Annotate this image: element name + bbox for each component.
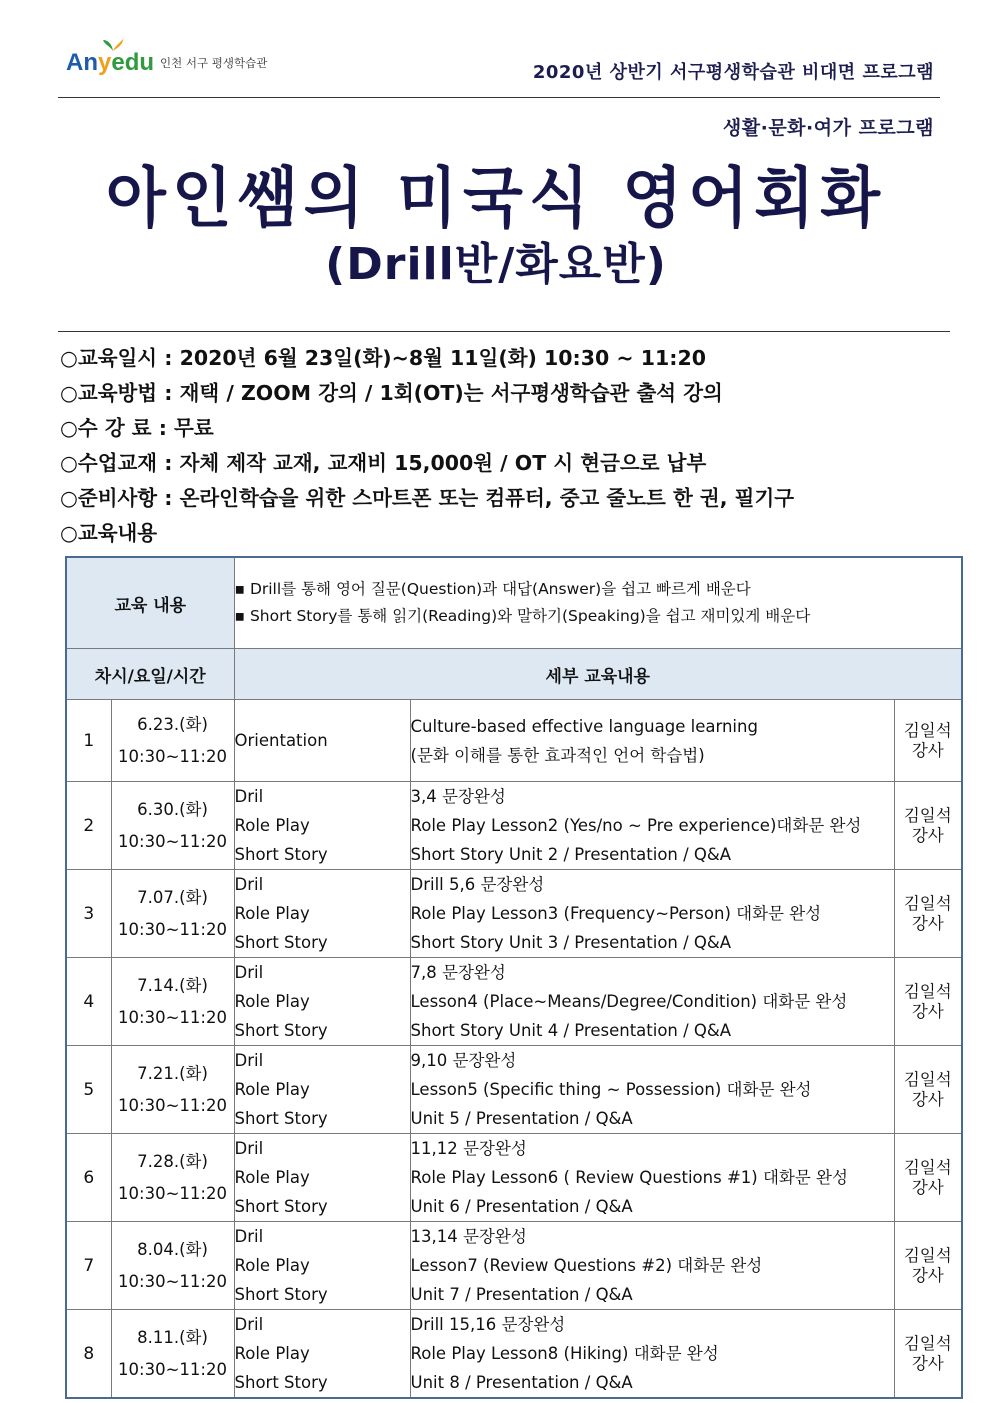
program-category: 생활·문화·여가 프로그램 <box>722 117 934 139</box>
leaf-icon <box>102 38 124 52</box>
category-item: Short Story <box>234 1021 328 1040</box>
session-details <box>410 958 894 1046</box>
schedule-table <box>65 556 963 1399</box>
instructor-line: 강사 <box>911 913 944 933</box>
instructor-line: 김일석 <box>903 1333 952 1353</box>
table-row <box>66 1046 962 1134</box>
detail-item: Unit 8 / Presentation / Q&A <box>410 1373 633 1392</box>
session-number: 4 <box>66 958 111 1046</box>
instructor <box>894 1310 962 1399</box>
instructor-line: 김일석 <box>903 1069 952 1089</box>
logo-part-3: edu <box>111 49 155 76</box>
session-details <box>410 782 894 870</box>
table-row <box>66 1222 962 1310</box>
intro-line: ▪ Short Story를 통해 읽기(Reading)와 말하기(Speaking)을 쉽고 재미있게 배운다 <box>234 607 811 625</box>
info-schedule: ○교육일시 : 2020년 6월 23일(화)~8월 11일(화) 10:30 ~ 11:20 <box>60 345 706 370</box>
session-datetime <box>111 700 234 782</box>
category-item: Role Play <box>234 904 310 923</box>
detail-item: Short Story Unit 4 / Presentation / Q&A <box>410 1021 732 1040</box>
instructor-line: 강사 <box>911 1177 944 1197</box>
column-header-session: 차시/요일/시간 <box>66 649 234 700</box>
category-item: Role Play <box>234 816 310 835</box>
instructor-line: 김일석 <box>903 981 952 1001</box>
instructor <box>894 1222 962 1310</box>
session-time: 10:30~11:20 <box>118 831 227 851</box>
detail-item: Drill 5,6 문장완성 <box>410 875 545 894</box>
instructor-line: 김일석 <box>903 720 952 740</box>
table-body <box>66 700 962 1399</box>
intro-line: ▪ Drill를 통해 영어 질문(Question)과 대답(Answer)을 쉽고 빠르게 배운다 <box>234 580 751 598</box>
category-item: Short Story <box>234 1109 328 1128</box>
session-datetime <box>111 782 234 870</box>
category-item: Dril <box>234 963 264 982</box>
session-number: 2 <box>66 782 111 870</box>
detail-item: Unit 6 / Presentation / Q&A <box>410 1197 633 1216</box>
category-item: Dril <box>234 875 264 894</box>
category-item: Short Story <box>234 1373 328 1392</box>
session-number: 7 <box>66 1222 111 1310</box>
session-categories <box>234 782 410 870</box>
session-datetime <box>111 1046 234 1134</box>
detail-item: Unit 7 / Presentation / Q&A <box>410 1285 633 1304</box>
category-item: Dril <box>234 1051 264 1070</box>
header-row <box>66 649 962 700</box>
instructor-line: 강사 <box>911 1353 944 1373</box>
category-item: Role Play <box>234 1168 310 1187</box>
session-number: 1 <box>66 700 111 782</box>
session-categories <box>234 1222 410 1310</box>
session-datetime <box>111 1310 234 1399</box>
intro-row <box>66 557 962 649</box>
session-categories <box>234 1134 410 1222</box>
category-item: Role Play <box>234 1256 310 1275</box>
instructor <box>894 782 962 870</box>
session-number: 5 <box>66 1046 111 1134</box>
detail-item: Role Play Lesson8 (Hiking) 대화문 완성 <box>410 1344 719 1363</box>
session-details <box>410 1222 894 1310</box>
session-time: 10:30~11:20 <box>118 1359 227 1379</box>
info-method: ○교육방법 : 재택 / ZOOM 강의 / 1회(OT)는 서구평생학습관 출석 강의 <box>60 380 723 405</box>
session-number: 3 <box>66 870 111 958</box>
category-item: Dril <box>234 1227 264 1246</box>
detail-item: Lesson4 (Place~Means/Degree/Condition) 대화문 완성 <box>410 992 848 1011</box>
logo-subtitle: 인천 서구 평생학습관 <box>160 56 268 70</box>
table-row <box>66 958 962 1046</box>
detail-item: Lesson5 (Specific thing ~ Possession) 대화문 완성 <box>410 1080 812 1099</box>
session-date: 8.04.(화) <box>137 1239 208 1259</box>
info-preparation: ○준비사항 : 온라인학습을 위한 스마트폰 또는 컴퓨터, 중고 줄노트 한 권, 필기구 <box>60 485 795 510</box>
page-subtitle: (Drill반/화요반) <box>325 239 667 290</box>
session-details <box>410 870 894 958</box>
session-details <box>410 1046 894 1134</box>
logo-wordmark <box>66 50 154 76</box>
session-categories <box>234 700 410 782</box>
section-divider <box>58 331 950 332</box>
session-number: 8 <box>66 1310 111 1399</box>
category-item: Dril <box>234 787 264 806</box>
category-item: Orientation <box>234 731 328 750</box>
session-categories <box>234 1310 410 1399</box>
header-divider <box>58 97 940 98</box>
program-title: 2020년 상반기 서구평생학습관 비대면 프로그램 <box>532 62 934 83</box>
session-date: 7.07.(화) <box>137 887 208 907</box>
session-date: 8.11.(화) <box>137 1327 208 1347</box>
detail-item: Lesson7 (Review Questions #2) 대화문 완성 <box>410 1256 763 1275</box>
detail-item: Role Play Lesson3 (Frequency~Person) 대화문 완성 <box>410 904 822 923</box>
session-details <box>410 700 894 782</box>
logo-part-1: An <box>66 49 98 76</box>
instructor-line: 강사 <box>911 1265 944 1285</box>
detail-item: Role Play Lesson2 (Yes/no ~ Pre experience)대화문 완성 <box>410 816 862 835</box>
detail-item: 9,10 문장완성 <box>410 1051 517 1070</box>
session-categories <box>234 958 410 1046</box>
session-datetime <box>111 870 234 958</box>
instructor <box>894 870 962 958</box>
instructor-line: 강사 <box>911 825 944 845</box>
session-date: 7.14.(화) <box>137 975 208 995</box>
detail-item: Unit 5 / Presentation / Q&A <box>410 1109 633 1128</box>
info-content-heading: ○교육내용 <box>60 520 158 545</box>
detail-item: Short Story Unit 3 / Presentation / Q&A <box>410 933 732 952</box>
table-row <box>66 700 962 782</box>
category-item: Role Play <box>234 992 310 1011</box>
instructor-line: 강사 <box>911 1001 944 1021</box>
session-time: 10:30~11:20 <box>118 919 227 939</box>
detail-item: Short Story Unit 2 / Presentation / Q&A <box>410 845 732 864</box>
session-date: 7.21.(화) <box>137 1063 208 1083</box>
session-time: 10:30~11:20 <box>118 1007 227 1027</box>
detail-item: Role Play Lesson6 ( Review Questions #1) 대화문 완성 <box>410 1168 848 1187</box>
detail-item: 13,14 문장완성 <box>410 1227 527 1246</box>
detail-item: Drill 15,16 문장완성 <box>410 1315 566 1334</box>
instructor-line: 강사 <box>911 740 944 760</box>
detail-item: 3,4 문장완성 <box>410 787 506 806</box>
session-time: 10:30~11:20 <box>118 746 227 766</box>
session-time: 10:30~11:20 <box>118 1095 227 1115</box>
info-list <box>60 338 960 548</box>
table-row <box>66 782 962 870</box>
column-header-detail: 세부 교육내용 <box>234 649 962 700</box>
session-number: 6 <box>66 1134 111 1222</box>
instructor <box>894 700 962 782</box>
table-row <box>66 1310 962 1399</box>
session-date: 6.23.(화) <box>137 714 208 734</box>
detail-item: (문화 이해를 통한 효과적인 언어 학습법) <box>410 745 705 765</box>
logo-part-2: y <box>98 49 112 76</box>
category-item: Short Story <box>234 845 328 864</box>
category-item: Dril <box>234 1139 264 1158</box>
instructor-line: 김일석 <box>903 805 952 825</box>
category-item: Role Play <box>234 1080 310 1099</box>
session-time: 10:30~11:20 <box>118 1271 227 1291</box>
intro-label: 교육 내용 <box>66 557 234 649</box>
instructor <box>894 1134 962 1222</box>
category-item: Short Story <box>234 1197 328 1216</box>
logo <box>66 50 267 76</box>
table-row <box>66 1134 962 1222</box>
session-datetime <box>111 958 234 1046</box>
session-date: 7.28.(화) <box>137 1151 208 1171</box>
category-item: Short Story <box>234 933 328 952</box>
category-item: Short Story <box>234 1285 328 1304</box>
session-details <box>410 1134 894 1222</box>
instructor-line: 김일석 <box>903 1157 952 1177</box>
session-datetime <box>111 1222 234 1310</box>
instructor-line: 김일석 <box>903 1245 952 1265</box>
instructor <box>894 1046 962 1134</box>
detail-item: Culture-based effective language learning <box>410 716 758 736</box>
category-item: Dril <box>234 1315 264 1334</box>
session-categories <box>234 870 410 958</box>
instructor-line: 강사 <box>911 1089 944 1109</box>
info-textbook: ○수업교재 : 자체 제작 교재, 교재비 15,000원 / OT 시 현금으로 납부 <box>60 450 707 475</box>
detail-item: 11,12 문장완성 <box>410 1139 527 1158</box>
detail-item: 7,8 문장완성 <box>410 963 506 982</box>
table-row <box>66 870 962 958</box>
instructor <box>894 958 962 1046</box>
session-details <box>410 1310 894 1399</box>
info-fee: ○수 강 료 : 무료 <box>60 415 214 440</box>
session-datetime <box>111 1134 234 1222</box>
instructor-line: 김일석 <box>903 893 952 913</box>
page-title: 아인쌤의 미국식 영어회화 <box>106 159 886 237</box>
intro-content <box>234 557 962 649</box>
session-categories <box>234 1046 410 1134</box>
session-date: 6.30.(화) <box>137 799 208 819</box>
category-item: Role Play <box>234 1344 310 1363</box>
session-time: 10:30~11:20 <box>118 1183 227 1203</box>
